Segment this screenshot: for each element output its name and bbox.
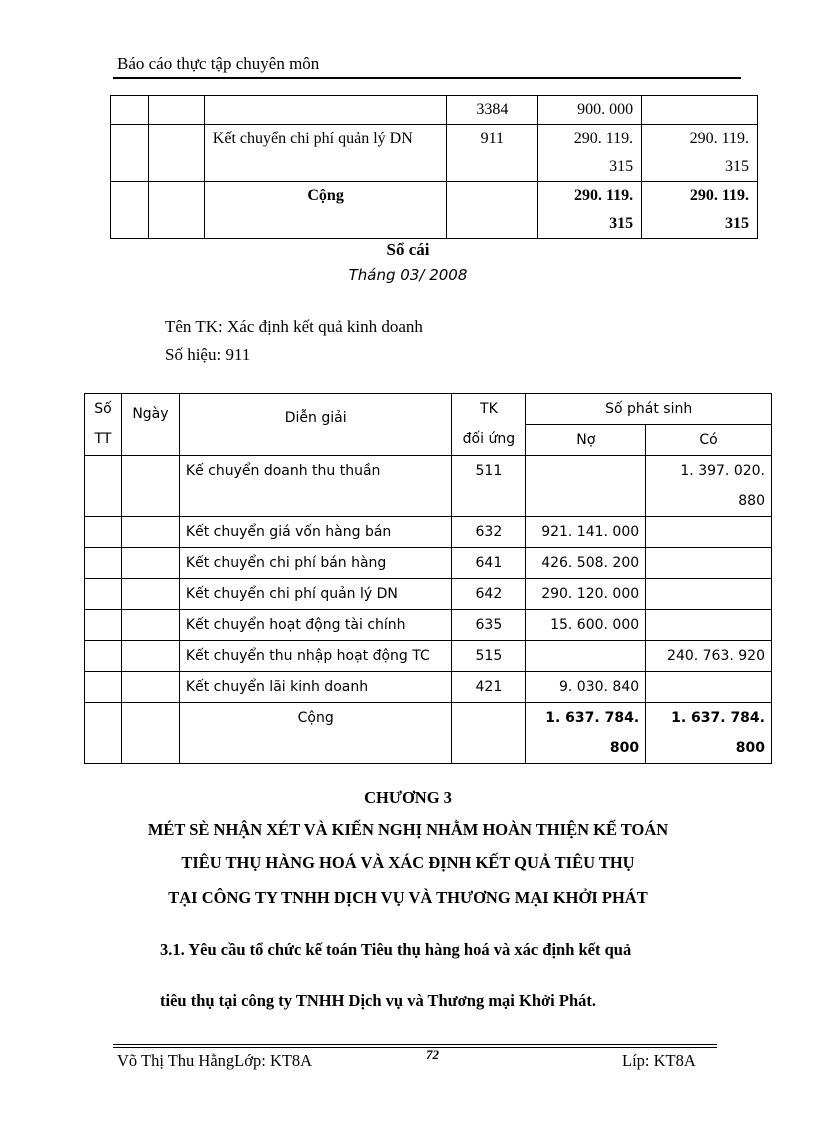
row-credit: 1. 397. 020. 880 [646,456,772,517]
row-credit [646,548,772,579]
header-date: Ngày [121,394,179,456]
footer-rule [113,1047,717,1048]
row-account: 421 [452,672,526,703]
ledger-title: Sổ cái [386,240,430,259]
chapter-title-line2: TIÊU THỤ HÀNG HOÁ VÀ XÁC ĐỊNH KẾT QUẢ TIÊU THỤ [181,853,635,872]
footer-page-number: 72 [426,1047,439,1062]
row-account: 3384 [447,96,538,125]
row-desc: Kết chuyển chi phí bán hàng [179,548,452,579]
row-desc: Kết chuyển chi phí quản lý DN [179,579,452,610]
table-total-row [85,703,772,764]
chapter-number: CHƯƠNG 3 [364,788,452,807]
row-account: 632 [452,517,526,548]
row-credit [646,610,772,641]
table-header-row [85,394,772,425]
footer-rule [113,1044,717,1045]
table-row [85,548,772,579]
ledger-continuation-table [110,95,758,239]
header-debit: Nợ [526,425,646,456]
table-row [85,641,772,672]
header-rule [113,77,741,79]
row-debit: 290. 120. 000 [526,579,646,610]
row-credit: 240. 763. 920 [646,641,772,672]
total-debit: 1. 637. 784. 800 [526,703,646,764]
header-desc: Diễn giải [179,394,452,456]
section-heading-line2: tiêu thụ tại công ty TNHH Dịch vụ và Thương mại Khởi Phát. [160,991,597,1010]
section-heading-line1: 3.1. Yêu cầu tổ chức kế toán Tiêu thụ hàng hoá và xác định kết quả [160,940,632,959]
table-row [85,579,772,610]
table-row [85,610,772,641]
row-debit: 921. 141. 000 [526,517,646,548]
footer-class: Líp: KT8A [622,1051,696,1070]
row-desc: Kết chuyển giá vốn hàng bán [179,517,452,548]
row-desc [204,96,447,125]
total-debit: 290. 119. 315 [538,182,642,239]
total-credit: 1. 637. 784. 800 [646,703,772,764]
chapter-title-line3: TẠI CÔNG TY TNHH DỊCH VỤ VÀ THƯƠNG MẠI KHỞI PHÁT [168,888,648,907]
account-number: Số hiệu: 911 [165,345,251,364]
page-header-title: Báo cáo thực tập chuyên môn [117,54,320,73]
row-account: 511 [452,456,526,517]
row-account: 635 [452,610,526,641]
table-row [85,456,772,517]
row-credit [646,672,772,703]
row-debit [526,641,646,672]
row-desc: Kết chuyển hoạt động tài chính [179,610,452,641]
header-account: TK đối ứng [452,394,526,456]
row-credit [646,579,772,610]
table-total-row [111,182,758,239]
row-desc: Kế chuyển doanh thu thuần [179,456,452,517]
row-debit: 15. 600. 000 [526,610,646,641]
header-credit: Có [646,425,772,456]
row-credit [642,96,758,125]
row-desc: Kết chuyển chi phí quản lý DN [204,125,447,182]
footer-author: Võ Thị Thu HằngLớp: KT8A [117,1051,313,1070]
ledger-911-table [84,393,772,764]
row-debit: 426. 508. 200 [526,548,646,579]
table-row [111,96,758,125]
row-account: 641 [452,548,526,579]
account-name: Tên TK: Xác định kết quả kinh doanh [165,317,423,336]
row-credit [646,517,772,548]
total-label: Cộng [179,703,452,764]
row-desc: Kết chuyển lãi kinh doanh [179,672,452,703]
table-row [111,125,758,182]
total-credit: 290. 119. 315 [642,182,758,239]
row-debit: 900. 000 [538,96,642,125]
total-label: Cộng [204,182,447,239]
table-row [85,672,772,703]
row-account: 911 [447,125,538,182]
header-arising: Số phát sinh [526,394,772,425]
row-account: 642 [452,579,526,610]
table-row [85,517,772,548]
header-stt: Số TT [85,394,122,456]
row-debit: 9. 030. 840 [526,672,646,703]
ledger-month: Tháng 03/ 2008 [348,266,468,284]
row-credit: 290. 119. 315 [642,125,758,182]
row-account: 515 [452,641,526,672]
row-desc: Kết chuyển thu nhập hoạt động TC [179,641,452,672]
row-debit: 290. 119. 315 [538,125,642,182]
chapter-title-line1: MÉT SÈ NHẬN XÉT VÀ KIẾN NGHỊ NHẰM HOÀN THIỆN KẾ TOÁN [147,820,669,839]
